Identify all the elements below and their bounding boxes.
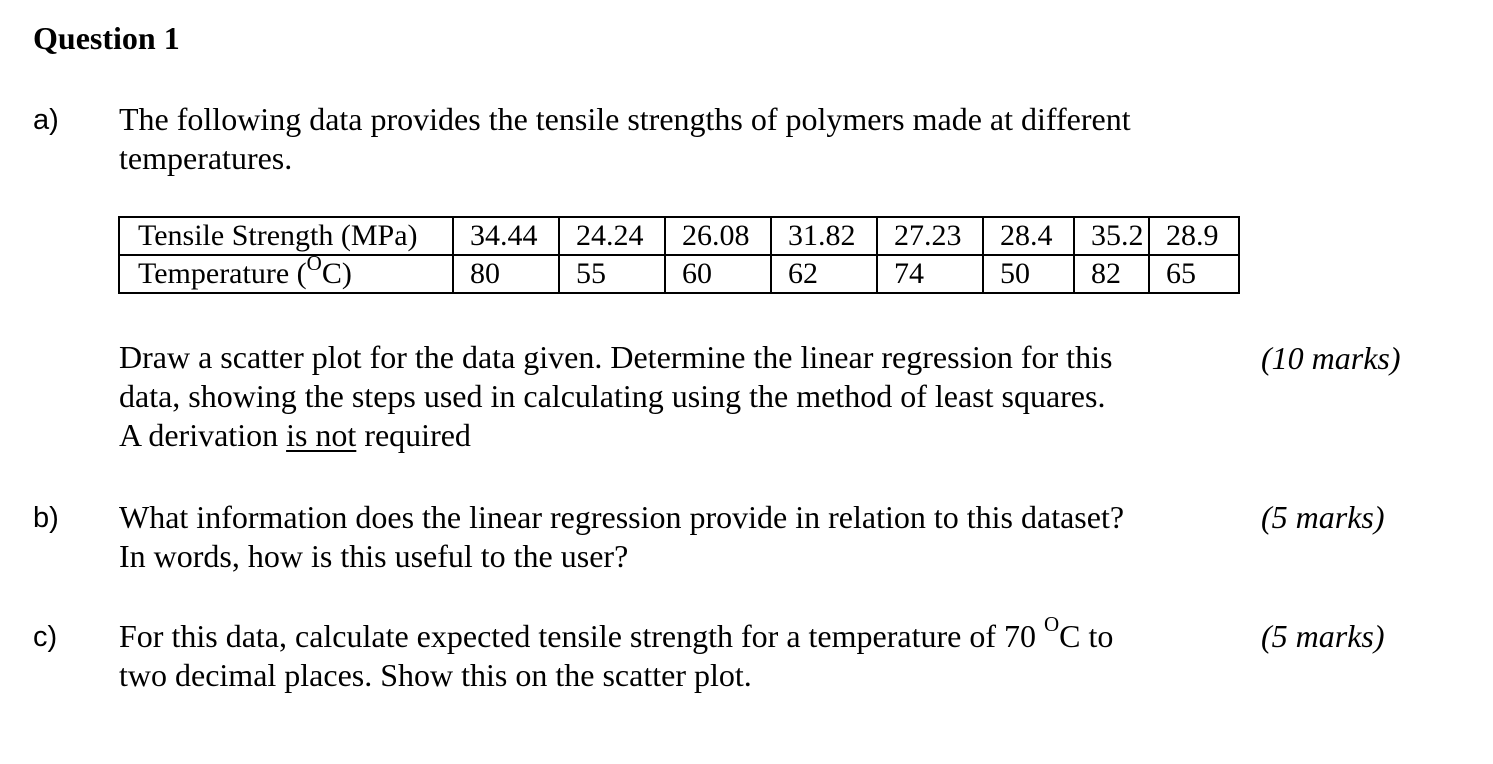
degree-symbol: O: [306, 251, 322, 275]
part-a-task-line-2: data, showing the steps used in calculating using the method of least squares.: [119, 378, 1106, 414]
part-a-intro: [119, 100, 1131, 178]
part-c-text: [119, 612, 1114, 695]
table-cell: 82: [1074, 255, 1149, 293]
degree-symbol: O: [1043, 612, 1060, 636]
task-line-3-after: required: [356, 417, 471, 453]
temperature-header-prefix: Temperature (: [138, 257, 307, 290]
table-header-temperature: [119, 251, 453, 293]
table-cell: 60: [665, 255, 771, 293]
table-cell: 50: [983, 255, 1074, 293]
data-table: [118, 216, 1240, 294]
part-a-task-line-3: [119, 416, 1112, 455]
table-cell: 24.24: [559, 217, 665, 255]
table-cell: 80: [453, 255, 559, 293]
part-b-text: [119, 498, 1124, 576]
table-cell: 28.4: [983, 217, 1074, 255]
part-c-label: c): [33, 621, 58, 653]
part-b-line-2: In words, how is this useful to the user?: [119, 538, 629, 574]
question-title: Question 1: [33, 20, 180, 56]
table-cell: 31.82: [771, 217, 877, 255]
part-c-line-1: [119, 612, 1114, 656]
table-row-tensile-strength: [119, 217, 1239, 255]
emphasis-is-not: is not: [286, 417, 357, 453]
part-b-label: b): [33, 502, 59, 534]
table-cell: 62: [771, 255, 877, 293]
part-a-intro-line-1: The following data provides the tensile strengths of polymers made at different: [119, 101, 1131, 137]
part-c-line-2: two decimal places. Show this on the scatter plot.: [119, 657, 752, 693]
table-header-tensile-strength: Tensile Strength (MPa): [119, 217, 453, 255]
part-a-task-line-1: Draw a scatter plot for the data given. Determine the linear regression for this: [119, 339, 1113, 375]
part-a-task: [119, 338, 1112, 455]
part-b-line-1: What information does the linear regression provide in relation to this dataset?: [119, 499, 1125, 535]
part-c-marks: (5 marks): [1261, 618, 1385, 654]
table-cell: 55: [559, 255, 665, 293]
table-cell: 74: [877, 255, 983, 293]
temperature-header-suffix: C): [321, 257, 352, 290]
part-b-marks: (5 marks): [1261, 499, 1385, 535]
table-cell: 65: [1149, 255, 1239, 293]
table-cell: 35.2: [1074, 217, 1149, 255]
table-cell: 34.44: [453, 217, 559, 255]
table-cell: 27.23: [877, 217, 983, 255]
part-a-label: a): [33, 104, 59, 136]
table-cell: 28.9: [1149, 217, 1239, 255]
part-a-marks: (10 marks): [1261, 340, 1401, 376]
table-row-temperature: [119, 255, 1239, 293]
table-cell: 26.08: [665, 217, 771, 255]
task-line-3-before: A derivation: [119, 417, 287, 453]
part-c-line-1-before: For this data, calculate expected tensile strength for a temperature of 70: [119, 618, 1044, 654]
part-c-line-1-after: C to: [1059, 618, 1114, 654]
part-a-intro-line-2: temperatures.: [119, 140, 293, 176]
